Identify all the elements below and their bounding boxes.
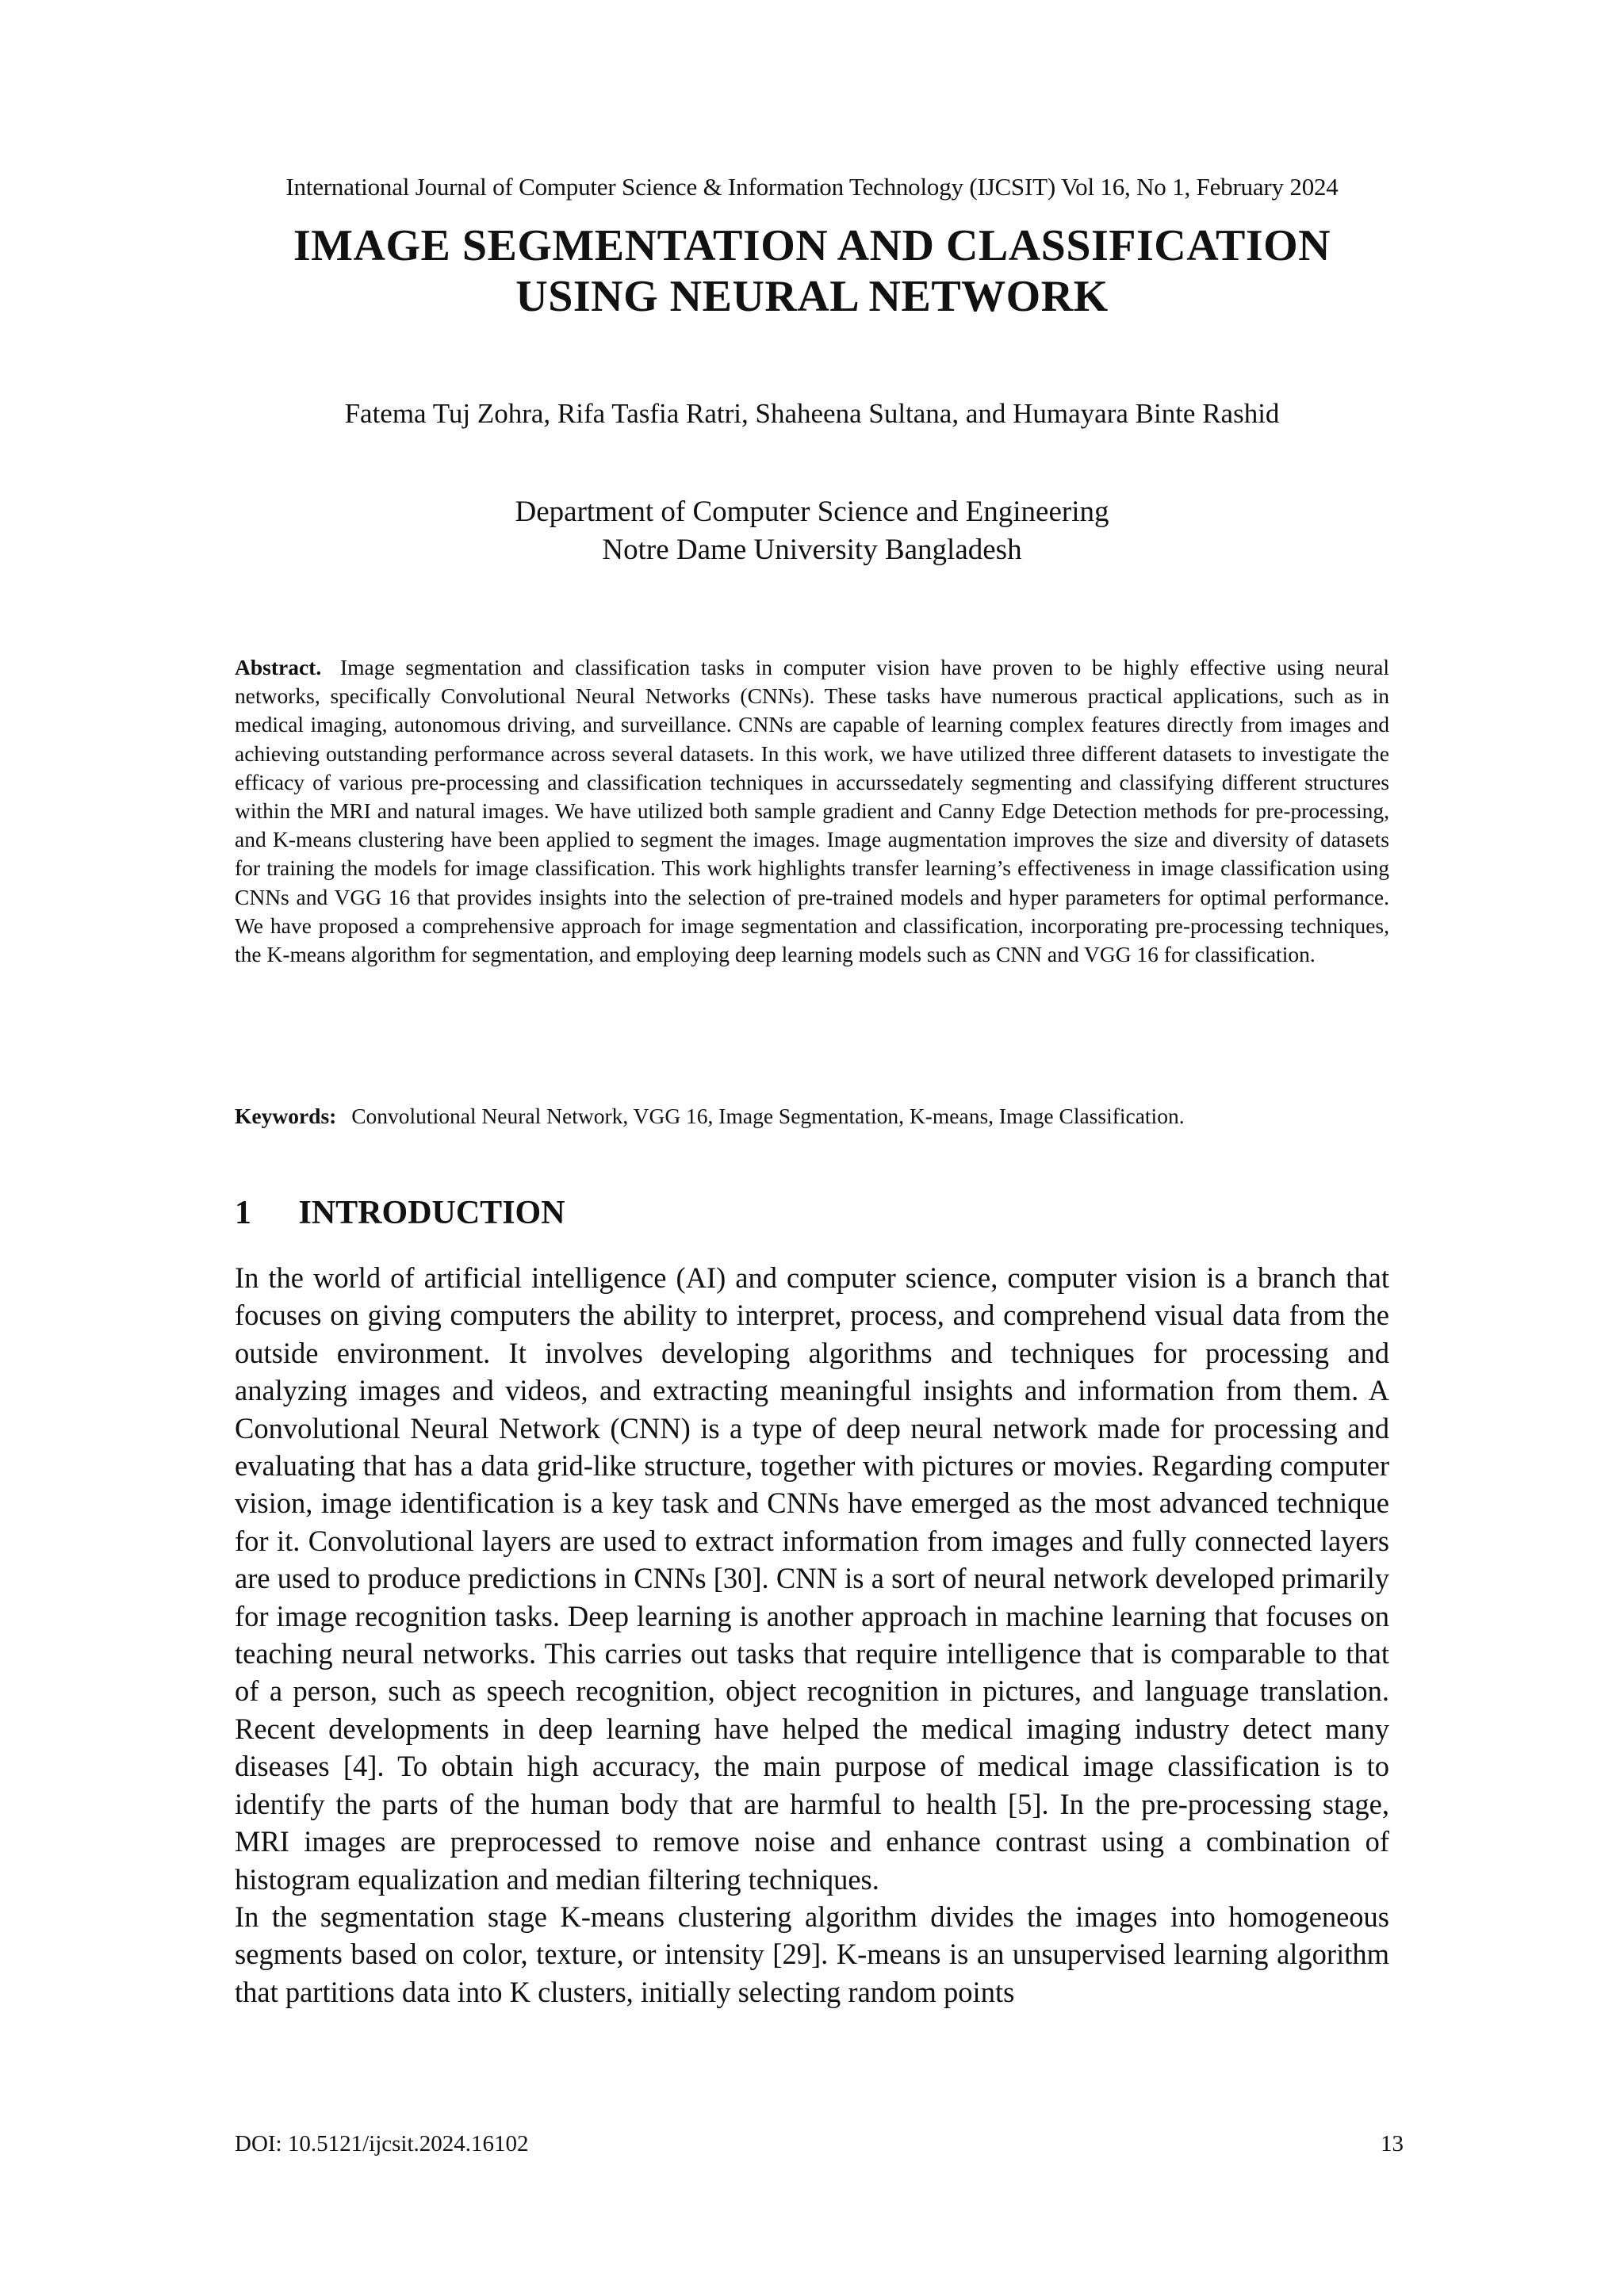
section-number: 1 xyxy=(235,1195,251,1231)
keywords xyxy=(235,1102,1389,1131)
university: Notre Dame University Bangladesh xyxy=(602,534,1022,566)
journal-header: International Journal of Computer Science & Information Technology (IJCSIT) Vol 16, No 1, February 2024 xyxy=(285,173,1339,201)
intro-paragraph-1: In the world of artificial intelligence (AI) and computer science, computer vision is a branch that focuses on giving computers the ability to interpret, process, and comprehend visual data from the outside environment. It involves developing algorithms and techniques for processing and analyzing images and videos, and extracting meaningful insights and information from them. A Convolutional Neural Network (CNN) is a type of deep neural network made for processing and evaluating that has a data grid-like structure, together with pictures or movies. Regarding computer vision, image identification is a key task and CNNs have emerged as the most advanced technique for it. Convolutional layers are used to extract information from images and fully connected layers are used to produce predictions in CNNs [30]. CNN is a sort of neural network developed primarily for image recognition tasks. Deep learning is another approach in machine learning that focuses on teaching neural networks. This carries out tasks that require intelligence that is comparable to that of a person, such as speech recognition, object recognition in pictures, and language translation. Recent developments in deep learning have helped the medical imaging industry detect many diseases [4]. To obtain high accuracy, the main purpose of medical image classification is to identify the parts of the human body that are harmful to health [5]. In the pre-processing stage, MRI images are preprocessed to remove noise and enhance contrast using a combination of histogram equalization and median filtering techniques. xyxy=(235,1261,1389,1896)
author-list: Fatema Tuj Zohra, Rifa Tasfia Ratri, Shaheena Sultana, and Humayara Binte Rashid xyxy=(344,398,1280,429)
department: Department of Computer Science and Engineering xyxy=(515,496,1109,528)
title-line-1: IMAGE SEGMENTATION AND CLASSIFICATION xyxy=(293,221,1331,270)
keywords-label: Keywords: xyxy=(235,1104,337,1128)
affiliation xyxy=(0,493,1624,569)
intro-paragraph-2: In the segmentation stage K-means clustering algorithm divides the images into homogeneous segments based on color, texture, or intensity [29]. K-means is an unsupervised learning algorithm that partitions data into K clusters, initially selecting random points xyxy=(235,1900,1389,2008)
abstract-label: Abstract. xyxy=(235,655,322,679)
page-number: 13 xyxy=(1381,2131,1404,2156)
keywords-text: Convolutional Neural Network, VGG 16, Image Segmentation, K-means, Image Classification. xyxy=(351,1104,1185,1128)
section-title: INTRODUCTION xyxy=(298,1195,565,1231)
abstract-text: Image segmentation and classification tasks in computer vision have proven to be highly effective using neural networks, specifically Convolutional Neural Networks (CNNs). These tasks have numerous practical applications, such as in medical imaging, autonomous driving, and surveillance. CNNs are capable of learning complex features directly from images and achieving outstanding performance across several datasets. In this work, we have utilized three different datasets to investigate the efficacy of various pre-processing and classification techniques in accurssedately segmenting and classifying different structures within the MRI and natural images. We have utilized both sample gradient and Canny Edge Detection methods for pre-processing, and K-means clustering have been applied to segment the images. Image augmentation improves the size and diversity of datasets for training the models for image classification. This work highlights transfer learning’s effectiveness in image classification using CNNs and VGG 16 that provides insights into the selection of pre-trained models and hyper parameters for optimal performance. We have proposed a comprehensive approach for image segmentation and classification, incorporating pre-processing techniques, the K-means algorithm for segmentation, and employing deep learning models such as CNN and VGG 16 for classification. xyxy=(235,655,1390,967)
paper-title xyxy=(0,220,1624,322)
doi-footer: DOI: 10.5121/ijcsit.2024.16102 xyxy=(235,2131,529,2156)
title-line-2: USING NEURAL NETWORK xyxy=(515,272,1109,321)
section-heading xyxy=(235,1194,1389,1232)
introduction-body xyxy=(235,1259,1389,2011)
abstract xyxy=(235,653,1389,969)
